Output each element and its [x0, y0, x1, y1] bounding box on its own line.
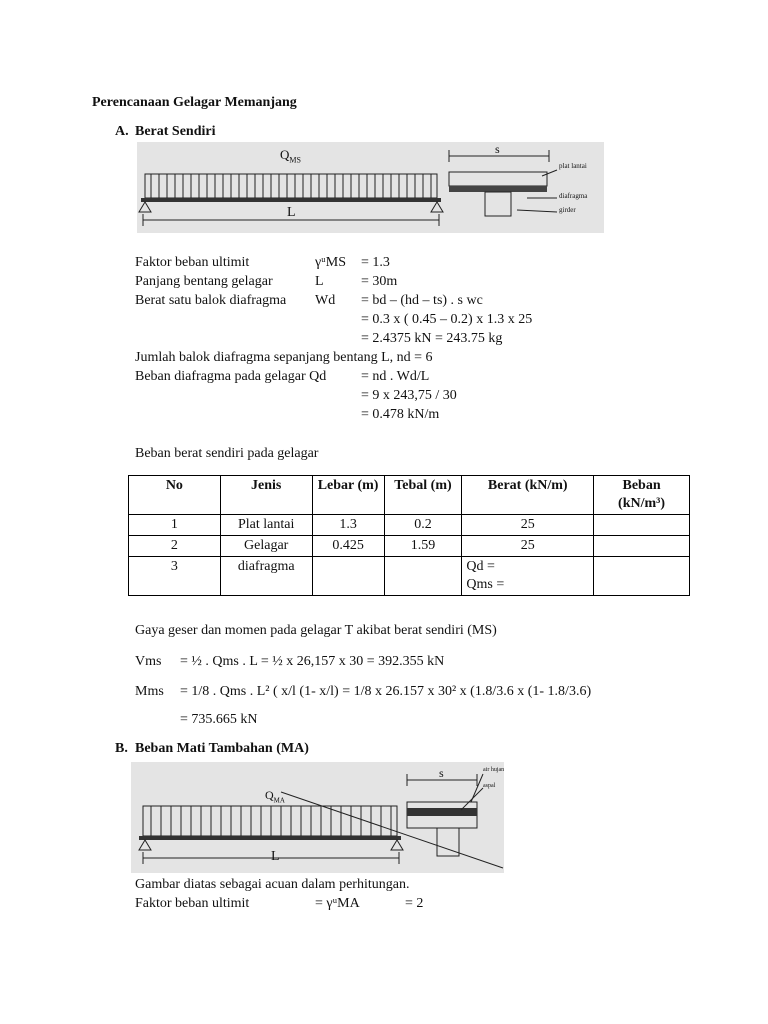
cell-berat-qd-qms	[462, 557, 594, 596]
calc-eq-3: = bd – (hd – ts) . s wc	[361, 293, 483, 308]
callout-aspal: aspal	[483, 783, 496, 789]
footer-label: Faktor beban ultimit	[135, 896, 250, 911]
figure-self-weight	[137, 142, 604, 233]
cell-beban	[594, 515, 690, 536]
q-ma-label: $Q_{MA}$	[265, 788, 285, 805]
cell-jenis: Gelagar	[220, 536, 312, 557]
header-no: No	[129, 476, 221, 515]
cell-jenis: Plat lantai	[220, 515, 312, 536]
cell-berat: 25	[462, 515, 594, 536]
table-title: Beban berat sendiri pada gelagar	[135, 446, 319, 461]
cell-berat: 25	[462, 536, 594, 557]
figure-superimposed-dead-load	[131, 762, 504, 873]
table-row	[129, 557, 690, 596]
cell-lebar: 0.425	[312, 536, 384, 557]
table-header-row	[129, 476, 690, 515]
cell-tebal	[384, 557, 462, 596]
calc-eq-1: = 1.3	[361, 255, 390, 270]
callout-diafragma: diafragma	[559, 192, 588, 200]
header-beban: Beban (kN/m³)	[594, 476, 690, 515]
header-jenis: Jenis	[220, 476, 312, 515]
spacing-s-label-a: s	[495, 142, 500, 156]
calc-label-3: Berat satu balok diafragma	[135, 293, 287, 308]
page-title: Perencanaan Gelagar Memanjang	[92, 95, 297, 110]
cell-tebal: 0.2	[384, 515, 462, 536]
q-ms-label: $Q_{MS}$	[280, 147, 301, 165]
mms-equation: = 1/8 . Qms . L² ( x/l (1- x/l) = 1/8 x 26.157 x 30² x (1.8/3.6 x (1- 1.8/3.6)	[180, 684, 592, 699]
cell-jenis: diafragma	[220, 557, 312, 596]
header-berat: Berat (kN/m)	[462, 476, 594, 515]
footer-symbol: = γᵘMA	[315, 896, 360, 911]
cell-beban	[594, 536, 690, 557]
table-row	[129, 536, 690, 557]
calc-eq-2: = 30m	[361, 274, 398, 289]
figure-note: Gambar diatas sebagai acuan dalam perhitungan.	[135, 877, 410, 892]
section-a-title: Berat Sendiri	[135, 124, 216, 139]
spacing-s-label-b: s	[439, 766, 444, 780]
mms-symbol: Mms	[135, 684, 164, 699]
header-tebal: Tebal (m)	[384, 476, 462, 515]
calc-sym-2: L	[315, 274, 324, 289]
calc-line-6: Jumlah balok diafragma sepanjang bentang L, nd = 6	[135, 350, 433, 365]
calc-line-9: = 0.478 kN/m	[361, 407, 440, 422]
calc-label-7: Beban diafragma pada gelagar Qd	[135, 369, 327, 384]
shear-moment-intro: Gaya geser dan momen pada gelagar T akibat berat sendiri (MS)	[135, 623, 497, 638]
mms-result: = 735.665 kN	[180, 712, 258, 727]
self-weight-table	[128, 475, 690, 596]
callout-girder: girder	[559, 206, 576, 214]
cell-no: 3	[129, 557, 221, 596]
header-lebar: Lebar (m)	[312, 476, 384, 515]
footer-eq: = 2	[405, 896, 424, 911]
span-l-label-a: L	[287, 205, 296, 220]
beam-diagram-b	[131, 762, 504, 873]
calc-line-4: = 0.3 x ( 0.45 – 0.2) x 1.3 x 25	[361, 312, 533, 327]
cell-no: 1	[129, 515, 221, 536]
table-row	[129, 515, 690, 536]
section-b-title: Beban Mati Tambahan (MA)	[135, 741, 309, 756]
calc-label-1: Faktor beban ultimit	[135, 255, 250, 270]
vms-symbol: Vms	[135, 654, 162, 669]
callout-plat-lantai: plat lantai	[559, 162, 587, 170]
vms-equation: = ½ . Qms . L = ½ x 26,157 x 30 = 392.355 kN	[180, 654, 445, 669]
cell-tebal: 1.59	[384, 536, 462, 557]
section-b-letter: B.	[115, 741, 128, 756]
callout-air-hujan: air hujan	[483, 767, 504, 773]
calc-sym-3: Wd	[315, 293, 336, 308]
cell-no: 2	[129, 536, 221, 557]
calc-label-2: Panjang bentang gelagar	[135, 274, 273, 289]
section-a-letter: A.	[115, 124, 129, 139]
qms-label: Qms =	[466, 577, 505, 592]
span-l-label-b: L	[271, 849, 280, 864]
cell-lebar	[312, 557, 384, 596]
cell-beban	[594, 557, 690, 596]
calc-eq-7: = nd . Wd/L	[361, 369, 430, 384]
calc-sym-1: γᵘMS	[315, 255, 347, 270]
beam-diagram-a	[137, 142, 604, 233]
calc-line-5: = 2.4375 kN = 243.75 kg	[361, 331, 503, 346]
calc-line-8: = 9 x 243,75 / 30	[361, 388, 457, 403]
cell-lebar: 1.3	[312, 515, 384, 536]
qd-label: Qd =	[466, 559, 495, 574]
